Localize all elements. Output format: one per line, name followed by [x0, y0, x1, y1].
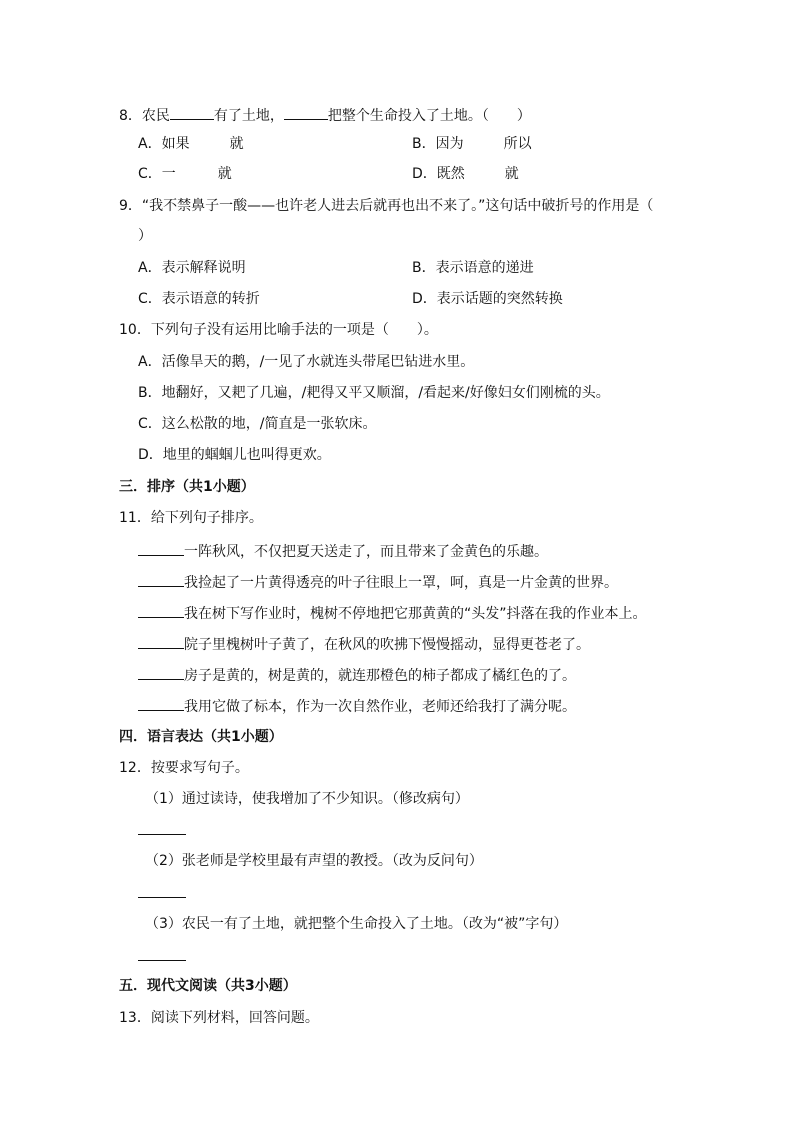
q10-stem: 10．下列句子没有运用比喻手法的一项是（ ）。 — [119, 322, 438, 338]
q12-item-2: （2）张老师是学校里最有声望的教授。（改为反问句） — [145, 853, 483, 869]
q11-item-5-text: 房子是黄的，树是黄的，就连那橙色的柿子都成了橘红色的了。 — [184, 668, 576, 684]
q12-answer-line-3 — [138, 960, 186, 961]
q12-item-1: （1）通过读诗，使我增加了不少知识。（修改病句） — [145, 791, 469, 807]
q9-stem-line2: ） — [138, 228, 152, 244]
q11-blank-4 — [138, 633, 184, 649]
q8-part2: 有了土地， — [213, 108, 284, 124]
q11-item-3-text: 我在树下写作业时，槐树不停地把它那黄黄的“头发”抖落在我的作业本上。 — [184, 606, 647, 622]
q9-stem-line1: 9．“我不禁鼻子一酸——也许老人进去后就再也出不来了。”这句话中破折号的作用是（ — [119, 198, 654, 214]
q8-option-c — [138, 164, 232, 184]
q11-stem: 11．给下列句子排序。 — [119, 510, 263, 526]
q8-option-c-word: 就 — [217, 166, 232, 182]
q12-stem: 12．按要求写句子。 — [119, 760, 249, 776]
q8-option-c-label: C．一 — [138, 166, 176, 182]
q11-blank-5 — [138, 664, 184, 680]
q10-option-c: C．这么松散的地，/简直是一张软床。 — [138, 416, 377, 432]
q8-part3: 把整个生命投入了土地。（ ） — [327, 108, 531, 124]
q8-option-a-label: A．如果 — [138, 136, 190, 152]
q9-option-b: B．表示语意的递进 — [412, 260, 534, 276]
q9-option-c: C．表示语意的转折 — [138, 291, 260, 307]
q9-option-a: A．表示解释说明 — [138, 260, 246, 276]
q10-option-a: A．活像旱天的鹅，/一见了水就连头带尾巴钻进水里。 — [138, 354, 475, 370]
q8-option-d-label: D．既然 — [412, 166, 465, 182]
q8-blank-1 — [170, 104, 214, 120]
q11-blank-3 — [138, 602, 184, 618]
q8-option-a — [138, 134, 244, 154]
q12-item-3: （3）农民一有了土地，就把整个生命投入了土地。（改为“被”字句） — [145, 916, 568, 932]
q11-item-2 — [138, 571, 618, 591]
q11-item-4 — [138, 633, 590, 653]
q11-item-6-text: 我用它做了标本，作为一次自然作业，老师还给我打了满分呢。 — [184, 699, 576, 715]
q10-option-d: D．地里的蝈蝈儿也叫得更欢。 — [138, 447, 331, 463]
q8-option-d — [412, 164, 519, 184]
q8-option-d-word: 就 — [504, 166, 519, 182]
q11-item-4-text: 院子里槐树叶子黄了，在秋风的吹拂下慢慢摇动，显得更苍老了。 — [184, 637, 590, 653]
section-3-heading: 三．排序（共1小题） — [119, 479, 255, 495]
q11-blank-6 — [138, 695, 184, 711]
q8-stem — [119, 104, 531, 124]
q9-option-d: D．表示话题的突然转换 — [412, 291, 563, 307]
q11-item-5 — [138, 664, 576, 684]
q11-item-1-text: 一阵秋风，不仅把夏天送走了，而且带来了金黄色的乐趣。 — [184, 544, 548, 560]
q8-part1: 8．农民 — [119, 108, 170, 124]
q12-answer-line-1 — [138, 834, 186, 835]
q8-option-a-word: 就 — [229, 136, 244, 152]
q11-item-6 — [138, 695, 576, 715]
q13-stem: 13．阅读下列材料，回答问题。 — [119, 1010, 319, 1026]
q8-option-b — [412, 134, 532, 154]
q8-blank-2 — [284, 104, 328, 120]
section-5-heading: 五．现代文阅读（共3小题） — [119, 978, 297, 994]
q11-item-2-text: 我捡起了一片黄得透亮的叶子往眼上一罩，呵，真是一片金黄的世界。 — [184, 575, 618, 591]
q8-option-b-word: 所以 — [503, 136, 532, 152]
section-4-heading: 四．语言表达（共1小题） — [119, 729, 283, 745]
q11-item-3 — [138, 602, 647, 622]
q12-answer-line-2 — [138, 897, 186, 898]
q8-option-b-label: B．因为 — [412, 136, 464, 152]
q11-blank-2 — [138, 571, 184, 587]
q11-item-1 — [138, 540, 548, 560]
q11-blank-1 — [138, 540, 184, 556]
q10-option-b: B．地翻好，又耙了几遍，/耙得又平又顺溜，/看起来/好像妇女们刚梳的头。 — [138, 385, 610, 401]
